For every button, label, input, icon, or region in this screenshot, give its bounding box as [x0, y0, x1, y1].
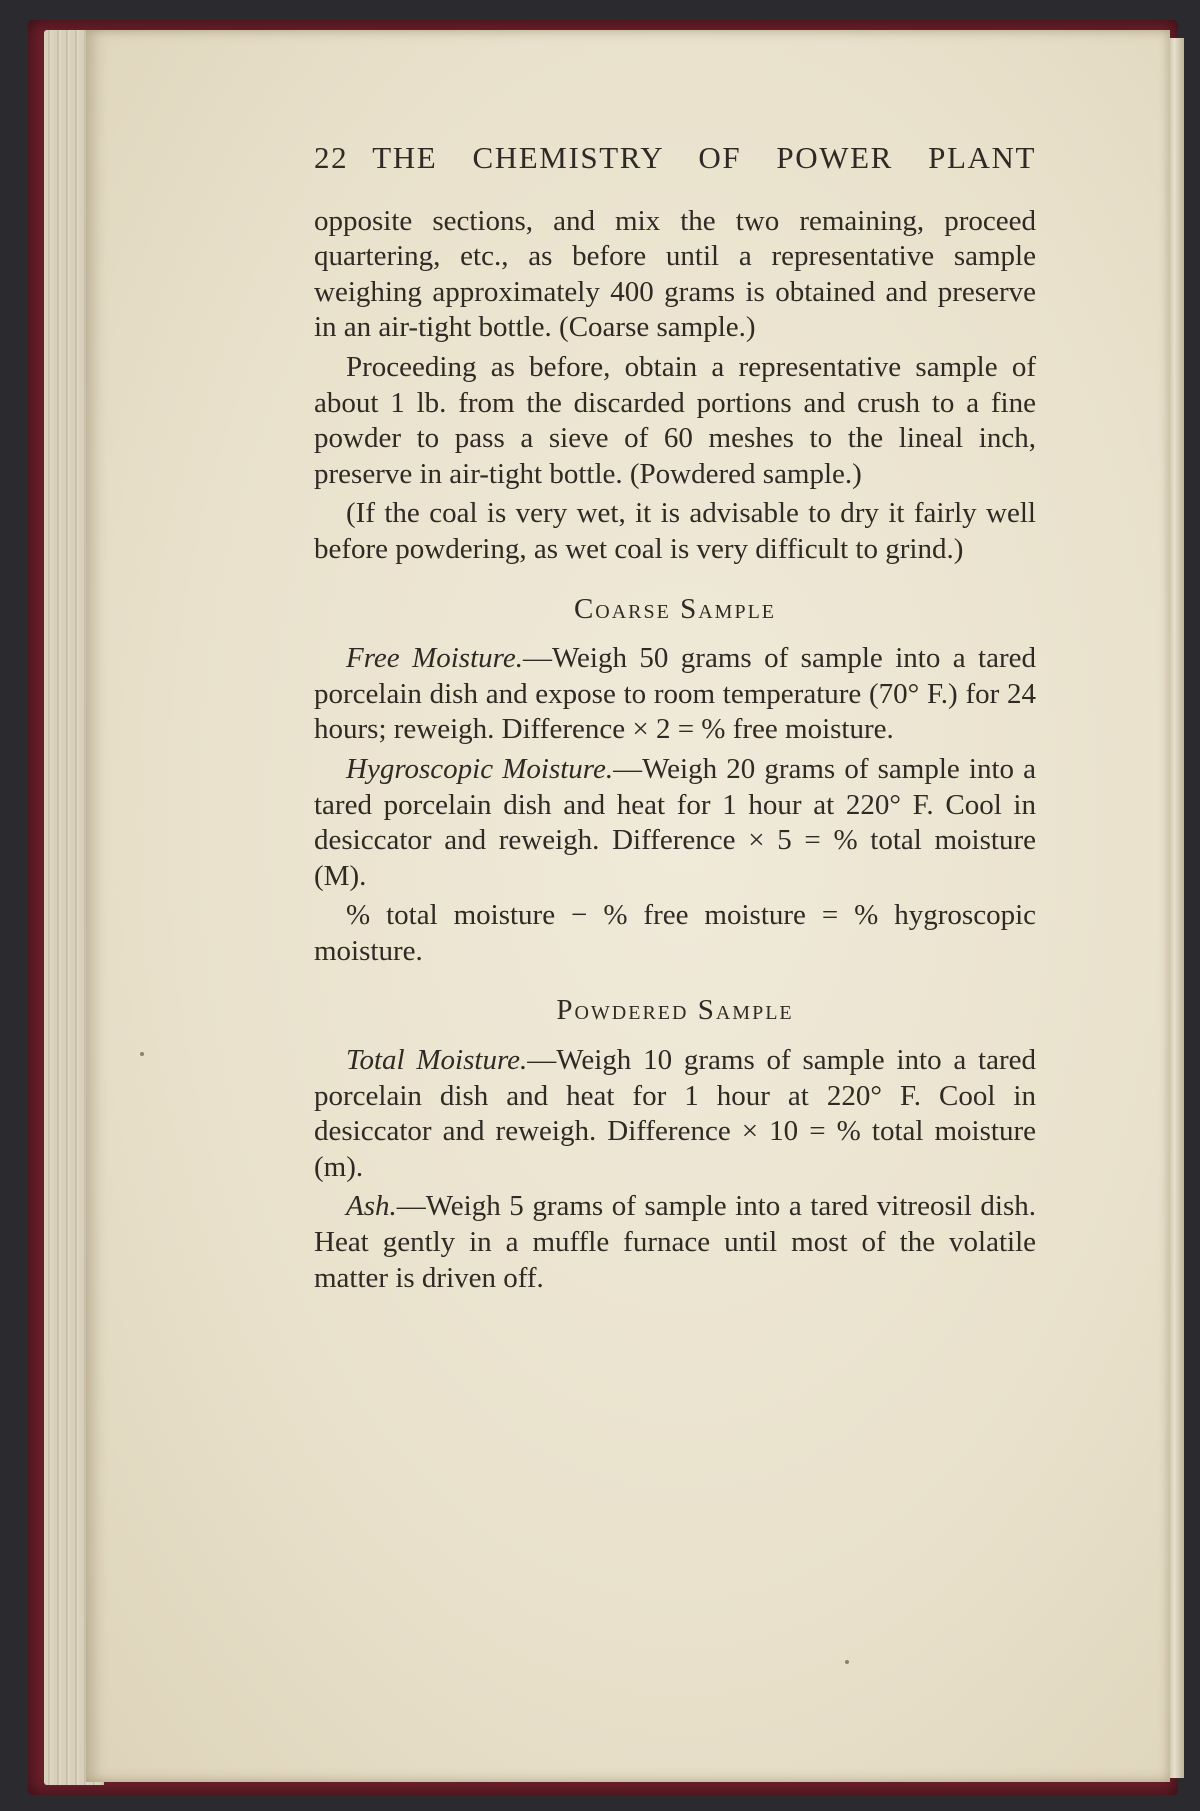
free-moisture-text: —Weigh 50 grams of sample into a tared porcelain dish and expose to room temperature (70° F.) for 24 hours; reweigh. Difference × 2 = % free moisture. [314, 642, 1037, 746]
ash-text: —Weigh 5 grams of sample into a tared vitreosil dish. Heat gently in a muffle furnace until most of the volatile matter is driven off. [314, 1190, 1036, 1294]
page-header [314, 140, 1036, 176]
paragraph-continuation: opposite sections, and mix the two remaining, proceed quartering, etc., as before until a representative sample weighing approximately 400 grams is obtained and preserve in an air-tight bottle. (Coarse sample.) [314, 204, 1036, 344]
paragraph-powdered-prep: Proceeding as before, obtain a representative sample of about 1 lb. from the discarded portions and crush to a fine powder to pass a sieve of 60 meshes to the lineal inch, preserve in air-tight bottle. (Powdered sample.) [314, 350, 1036, 490]
page-text [314, 140, 1036, 1296]
paragraph-wet-coal-note: (If the coal is very wet, it is advisable to dry it fairly well before powdering, as wet coal is very difficult to grind.) [314, 497, 1036, 565]
paper-speck [140, 1052, 144, 1056]
paragraph-total-moisture [314, 1043, 1036, 1185]
section-heading-powdered: Powdered Sample [556, 994, 794, 1027]
section-heading-coarse: Coarse Sample [573, 592, 777, 625]
page-number: 22 [314, 140, 349, 175]
hygroscopic-moisture-text: —Weigh 20 grams of sample into a tared porcelain dish and heat for 1 hour at 220° F. Cool in desiccator and reweigh. Difference × 5 = % total moisture (M). [314, 752, 1036, 892]
paragraph-hygroscopic-moisture [314, 752, 1036, 894]
running-head: THE CHEMISTRY OF POWER PLANT [372, 140, 1036, 175]
run-in-free-moisture: Free Moisture. [346, 642, 523, 675]
paragraph-moisture-formula: % total moisture − % free moisture = % hygroscopic moisture. [314, 899, 1036, 967]
right-page-edge [1168, 38, 1184, 1778]
paper-speck [845, 1660, 849, 1664]
paragraph-free-moisture [314, 641, 1036, 748]
run-in-hygroscopic-moisture: Hygroscopic Moisture. [346, 752, 614, 785]
total-moisture-text: —Weigh 10 grams of sample into a tared porcelain dish and heat for 1 hour at 220° F. Cool in desiccator and reweigh. Difference × 10 = % total moisture (m). [314, 1044, 1037, 1183]
run-in-ash: Ash. [346, 1190, 397, 1223]
paragraph-ash [314, 1189, 1036, 1296]
run-in-total-moisture: Total Moisture. [346, 1044, 528, 1077]
